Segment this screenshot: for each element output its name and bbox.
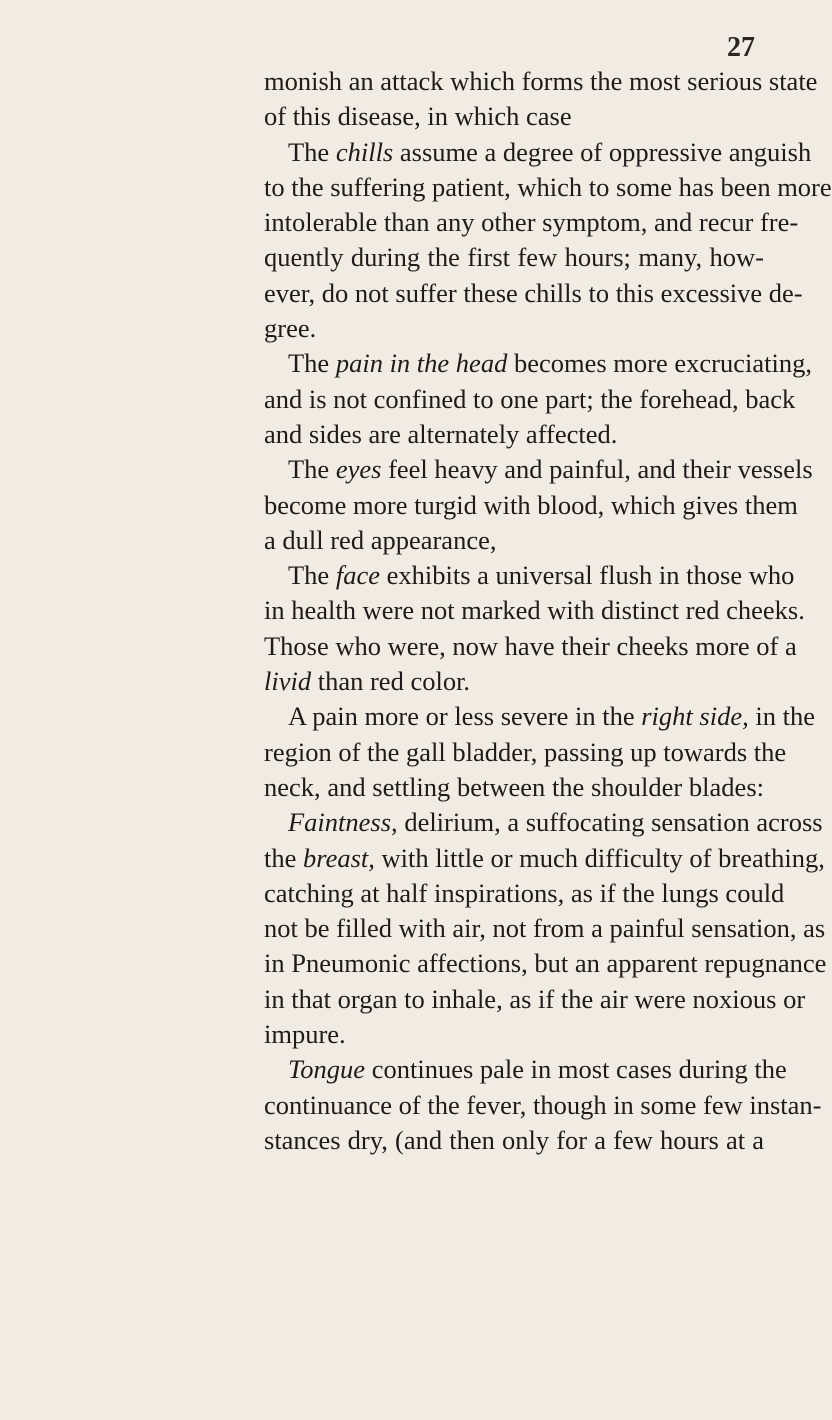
text-segment: becomes more excruciating,: [507, 348, 812, 379]
text-segment: ever, do not suffer these chills to this excessive de-: [264, 277, 803, 308]
text-line: [264, 240, 764, 275]
text-segment: feel heavy and painful, and their vessels: [381, 454, 813, 485]
text-segment: delirium, a suffocating sensation across: [397, 807, 823, 838]
text-segment: impure.: [264, 1019, 346, 1050]
text-line: [264, 311, 764, 346]
text-line: [264, 982, 806, 1017]
text-line: [264, 664, 764, 699]
text-segment: become more turgid with blood, which gives them: [264, 489, 798, 520]
text-segment: continuance of the fever, though in some few instan-: [264, 1089, 822, 1120]
text-segment: assume a degree of oppressive anguish: [393, 136, 812, 167]
text-segment: quently during the first few hours; many, how-: [264, 242, 764, 273]
text-line: [264, 946, 827, 981]
text-segment: The: [288, 454, 336, 485]
text-line: [264, 558, 795, 593]
text-segment: a dull red appearance,: [264, 524, 497, 555]
text-segment: region of the gall bladder, passing up towards the: [264, 736, 787, 767]
text-segment: gree.: [264, 313, 317, 344]
italic-term: breast,: [303, 842, 375, 873]
italic-term: Faintness,: [288, 807, 398, 838]
text-segment: than red color.: [311, 666, 471, 697]
text-line: [264, 770, 764, 805]
text-line: [264, 346, 812, 381]
text-segment: continues pale in most cases during the: [365, 1054, 787, 1085]
text-segment: and is not confined to one part; the forehead, back: [264, 383, 796, 414]
text-line: [264, 452, 813, 487]
italic-term: face: [335, 560, 380, 591]
text-segment: and sides are alternately affected.: [264, 418, 618, 449]
text-segment: Those who were, now have their cheeks more of a: [264, 630, 797, 661]
italic-term: chills: [335, 136, 394, 167]
text-line: [264, 488, 798, 523]
text-segment: catching at half inspirations, as if the lungs could: [264, 877, 785, 908]
text-line: [264, 417, 764, 452]
text-line: [264, 699, 815, 734]
text-line: [264, 205, 799, 240]
text-segment: with little or much difficulty of breathing,: [374, 842, 825, 873]
text-segment: of this disease, in which case: [264, 101, 572, 132]
text-segment: intolerable than any other symptom, and recur fre-: [264, 207, 799, 238]
text-segment: A pain more or less severe in the: [288, 701, 642, 732]
text-segment: not be filled with air, not from a painful sensation, as: [264, 913, 826, 944]
italic-term: eyes: [335, 454, 382, 485]
text-line: [264, 276, 803, 311]
italic-term: right side,: [641, 701, 749, 732]
text-line: [264, 735, 787, 770]
text-segment: The: [288, 136, 336, 167]
text-line: [264, 911, 826, 946]
text-segment: The: [288, 348, 336, 379]
text-line: [264, 593, 805, 628]
text-segment: to the suffering patient, which to some has been more: [264, 171, 832, 202]
text-line: [264, 64, 818, 99]
text-segment: monish an attack which forms the most serious state: [264, 66, 818, 96]
italic-term: Tongue: [288, 1054, 366, 1085]
italic-term: livid: [264, 666, 312, 697]
text-segment: The: [288, 560, 336, 591]
text-line: [264, 523, 764, 558]
text-segment: exhibits a universal flush in those who: [379, 560, 795, 591]
text-line: [264, 629, 797, 664]
text-line: [264, 1017, 764, 1052]
text-segment: in health were not marked with distinct red cheeks.: [264, 595, 805, 626]
text-segment: in Pneumonic affections, but an apparent repugnance: [264, 948, 827, 979]
page-number: 27: [727, 32, 755, 63]
text-segment: in the: [748, 701, 815, 732]
text-line: [264, 135, 812, 170]
text-line: [264, 382, 796, 417]
text-segment: stances dry, (and then only for a few hours at a: [264, 1124, 764, 1155]
text-segment: the: [264, 842, 303, 873]
text-line: [264, 1123, 764, 1158]
text-segment: in that organ to inhale, as if the air were noxious or: [264, 983, 806, 1014]
text-line: [264, 841, 825, 876]
text-segment: neck, and settling between the shoulder blades:: [264, 771, 764, 802]
text-line: [264, 99, 764, 134]
text-line: [264, 1052, 787, 1087]
italic-term: pain in the head: [335, 348, 508, 379]
body-text: [264, 64, 832, 1158]
text-line: [264, 805, 823, 840]
text-line: [264, 170, 832, 205]
text-line: [264, 1088, 822, 1123]
text-line: [264, 876, 785, 911]
